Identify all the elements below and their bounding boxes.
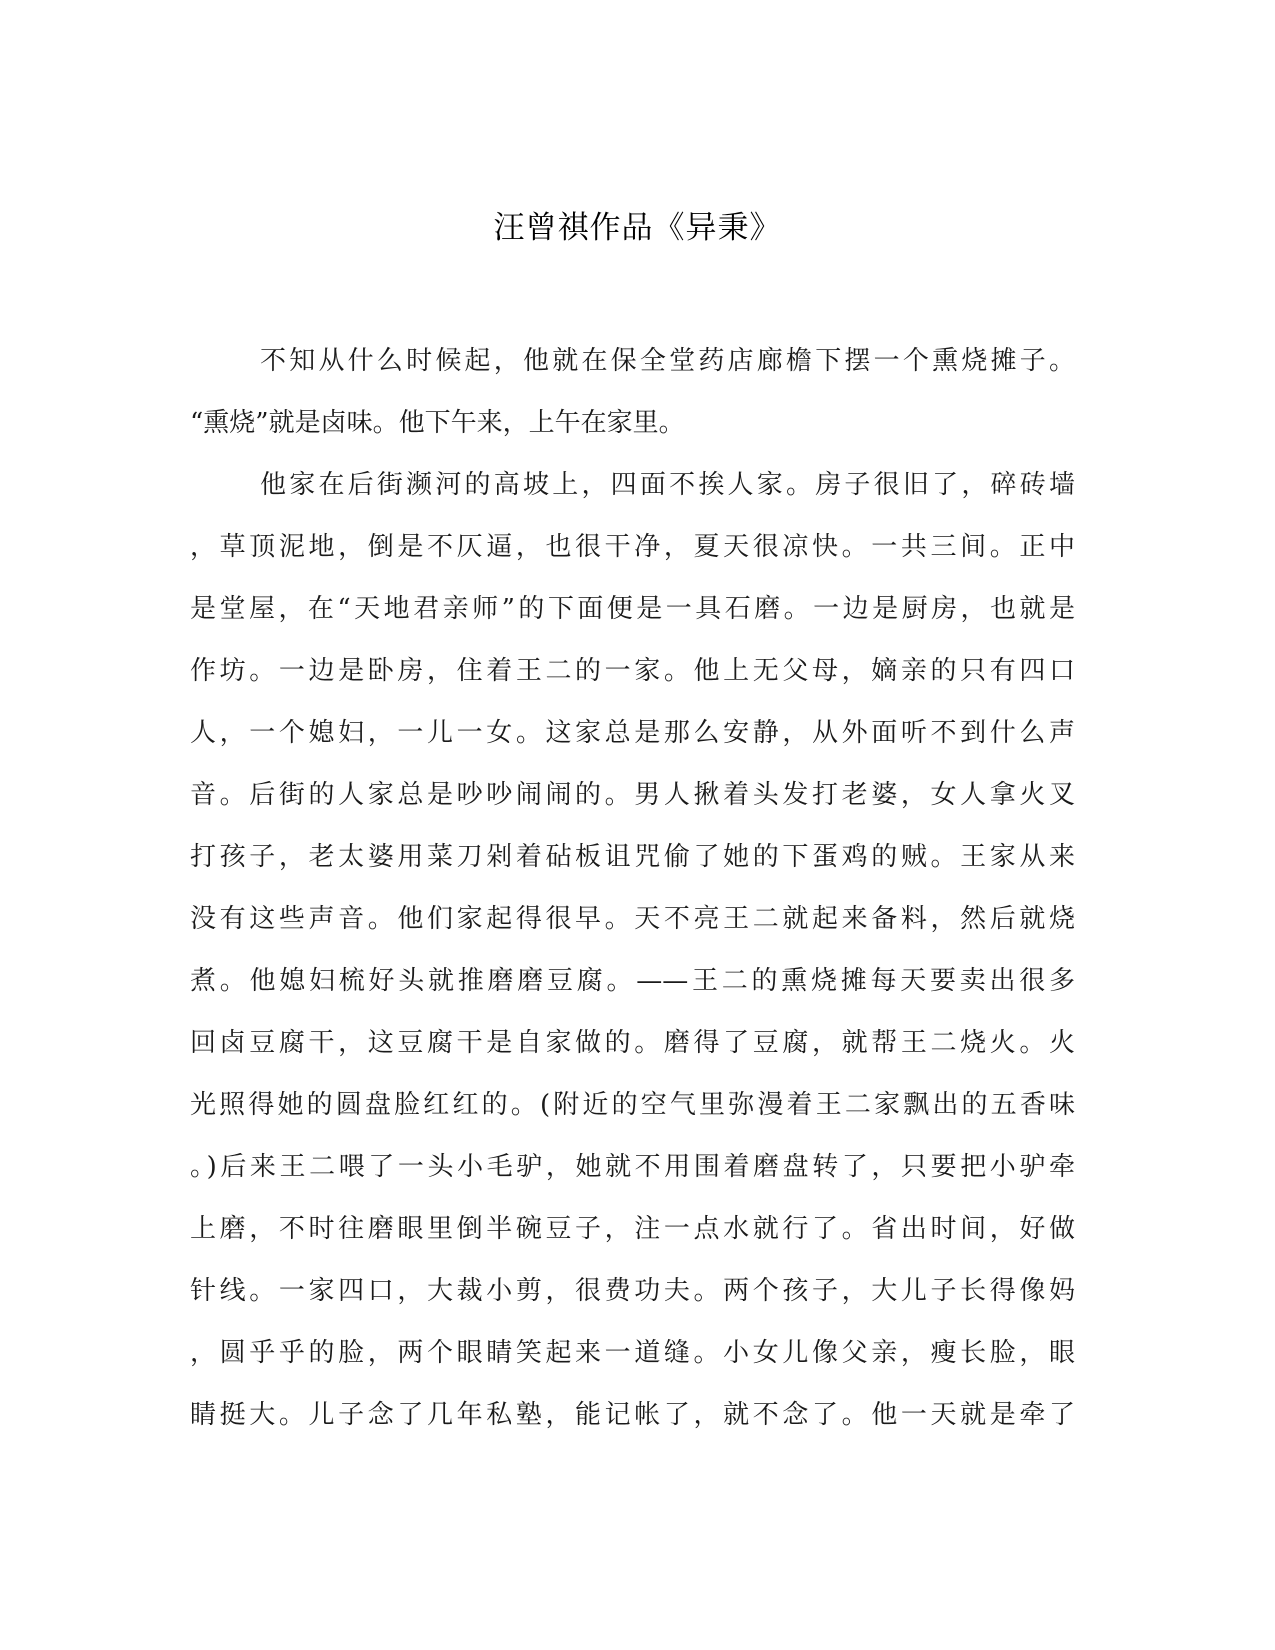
text-line: 作坊。一边是卧房，住着王二的一家。他上无父母，嫡亲的只有四口 (190, 656, 1075, 686)
text-line: 是堂屋，在“天地君亲师”的下面便是一具石磨。一边是厨房，也就是 (190, 594, 1075, 624)
text-line: 。)后来王二喂了一头小毛驴，她就不用围着磨盘转了，只要把小驴牵 (190, 1152, 1075, 1182)
text-line: 上磨，不时往磨眼里倒半碗豆子，注一点水就行了。省出时间，好做 (190, 1214, 1075, 1244)
text-line: ，圆乎乎的脸，两个眼睛笑起来一道缝。小女儿像父亲，瘦长脸，眼 (190, 1338, 1075, 1368)
text-line: 不知从什么时候起，他就在保全堂药店廊檐下摆一个熏烧摊子。 (260, 346, 1075, 376)
paragraph-1 (190, 330, 1075, 454)
text-line: 煮。他媳妇梳好头就推磨磨豆腐。——王二的熏烧摊每天要卖出很多 (190, 966, 1075, 996)
text-line: “熏烧”就是卤味。他下午来，上午在家里。 (190, 408, 685, 438)
text-line: 打孩子，老太婆用菜刀剁着砧板诅咒偷了她的下蛋鸡的贼。王家从来 (190, 842, 1075, 872)
text-line: 睛挺大。儿子念了几年私塾，能记帐了，就不念了。他一天就是牵了 (190, 1400, 1075, 1430)
text-line: 针线。一家四口，大裁小剪，很费功夫。两个孩子，大儿子长得像妈 (190, 1276, 1075, 1306)
text-line: 光照得她的圆盘脸红红的。(附近的空气里弥漫着王二家飘出的五香味 (190, 1090, 1075, 1120)
text-line: ，草顶泥地，倒是不仄逼，也很干净，夏天很凉快。一共三间。正中 (190, 532, 1075, 562)
text-line: 他家在后街濒河的高坡上，四面不挨人家。房子很旧了，碎砖墙 (260, 470, 1075, 500)
text-line: 音。后街的人家总是吵吵闹闹的。男人揪着头发打老婆，女人拿火叉 (190, 780, 1075, 810)
paragraph-2 (190, 454, 1075, 1446)
document-title: 汪曾祺作品《异秉》 (493, 210, 782, 246)
text-line: 没有这些声音。他们家起得很早。天不亮王二就起来备料，然后就烧 (190, 904, 1075, 934)
text-line: 人，一个媳妇，一儿一女。这家总是那么安静，从外面听不到什么声 (190, 718, 1075, 748)
text-line: 回卤豆腐干，这豆腐干是自家做的。磨得了豆腐，就帮王二烧火。火 (190, 1028, 1075, 1058)
document-body (190, 330, 1075, 1446)
